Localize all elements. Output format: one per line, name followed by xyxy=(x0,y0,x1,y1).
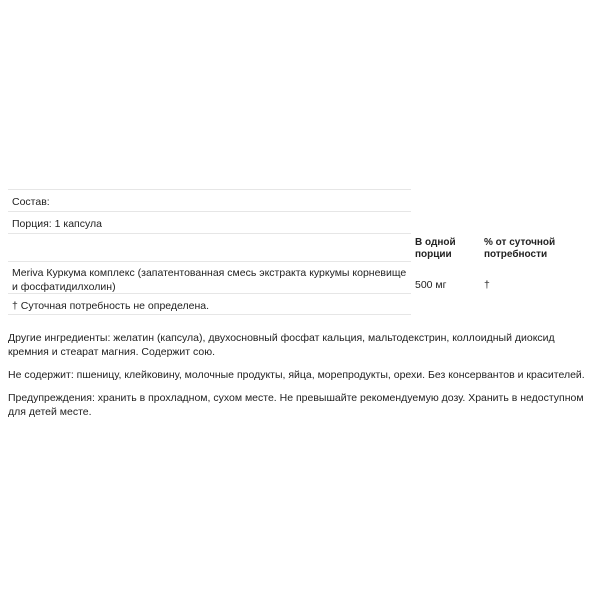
product-notes xyxy=(8,331,594,428)
facts-title-row xyxy=(8,189,411,211)
footnote-row xyxy=(8,293,411,315)
daily-value-header: % от суточной потребности xyxy=(484,237,556,260)
amount-header: В одной порции xyxy=(415,237,456,260)
does-not-contain: Не содержит: пшеницу, клейковину, молочные продукты, яйца, морепродукты, орехи. Без консервантов и красителей. xyxy=(8,369,585,381)
header-name-cell xyxy=(8,234,411,238)
ingredient-name: Meriva Куркума комплекс (запатентованная смесь экстракта куркумы корневище и фосфатидилхолин) xyxy=(12,267,407,293)
ingredient-row xyxy=(8,261,411,293)
warnings: Предупреждения: хранить в прохладном, сухом месте. Не превышайте рекомендуемую дозу. Хранить в недоступном для детей месте. xyxy=(8,392,584,418)
other-ingredients: Другие ингредиенты: желатин (капсула), двухосновный фосфат кальция, мальтодекстрин, коллоидный диоксид кремния и стеарат магния. Содержит сою. xyxy=(8,332,555,358)
ingredient-daily-value: † xyxy=(484,279,490,291)
serving-size: Порция: 1 капсула xyxy=(12,218,102,230)
serving-size-row xyxy=(8,211,411,233)
footnote: † Суточная потребность не определена. xyxy=(12,300,210,312)
supplement-facts-table xyxy=(8,189,411,315)
ingredient-amount: 500 мг xyxy=(415,279,447,291)
facts-title: Состав: xyxy=(12,196,50,208)
facts-header-row xyxy=(8,233,411,261)
